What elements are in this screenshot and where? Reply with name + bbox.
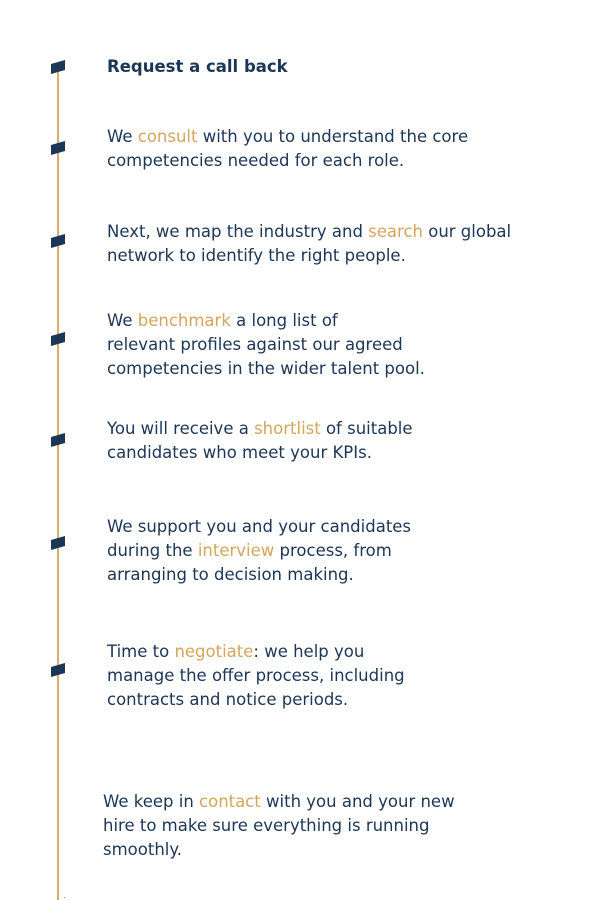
step-search	[107, 220, 511, 268]
step-line: contracts and notice periods.	[107, 690, 349, 709]
request-callback-title[interactable]: Request a call back	[107, 57, 288, 76]
step-negotiate	[107, 640, 405, 712]
step-line: candidates who meet your KPIs.	[107, 443, 372, 462]
highlight-word: negotiate	[174, 642, 254, 661]
highlight-word: interview	[197, 541, 275, 560]
step-line: manage the offer process, including	[107, 666, 405, 685]
step-shortlist	[107, 417, 413, 465]
timeline-line	[57, 68, 59, 900]
step-contact	[103, 790, 455, 862]
step-line: arranging to decision making.	[107, 565, 354, 584]
step-line: competencies needed for each role.	[107, 151, 405, 170]
step-consult	[107, 125, 468, 173]
step-line: We support you and your candidates	[107, 517, 412, 536]
highlight-word: benchmark	[137, 311, 231, 330]
step-line: We benchmark a long list of	[107, 311, 338, 330]
highlight-word: shortlist	[254, 419, 321, 438]
step-line: network to identify the right people.	[107, 246, 406, 265]
timeline-marker-flag-icon	[49, 433, 67, 447]
step-line: You will receive a shortlist of suitable	[107, 419, 413, 438]
step-line: smoothly.	[103, 840, 183, 859]
timeline-marker-flag-icon	[49, 141, 67, 155]
timeline-marker-flag-icon	[49, 332, 67, 346]
timeline-marker-flag-icon	[49, 663, 67, 677]
highlight-word: contact	[199, 792, 261, 811]
step-line: hire to make sure everything is running	[103, 816, 430, 835]
step-line: We keep in contact with you and your new	[103, 792, 455, 811]
step-line: We consult with you to understand the core	[107, 127, 469, 146]
step-benchmark	[107, 309, 425, 381]
timeline-marker-flag-icon	[49, 60, 67, 74]
timeline-marker-flag-icon	[49, 234, 67, 248]
step-line: Time to negotiate: we help you	[107, 642, 365, 661]
step-interview	[107, 515, 411, 587]
step-line: competencies in the wider talent pool.	[107, 359, 425, 378]
highlight-word: consult	[137, 127, 198, 146]
highlight-word: search	[368, 222, 423, 241]
step-line: relevant profiles against our agreed	[107, 335, 403, 354]
step-line: Next, we map the industry and search our global	[107, 222, 512, 241]
timeline-marker-flag-icon	[49, 536, 67, 550]
step-line: during the interview process, from	[107, 541, 392, 560]
timeline-end-dot	[64, 897, 65, 898]
